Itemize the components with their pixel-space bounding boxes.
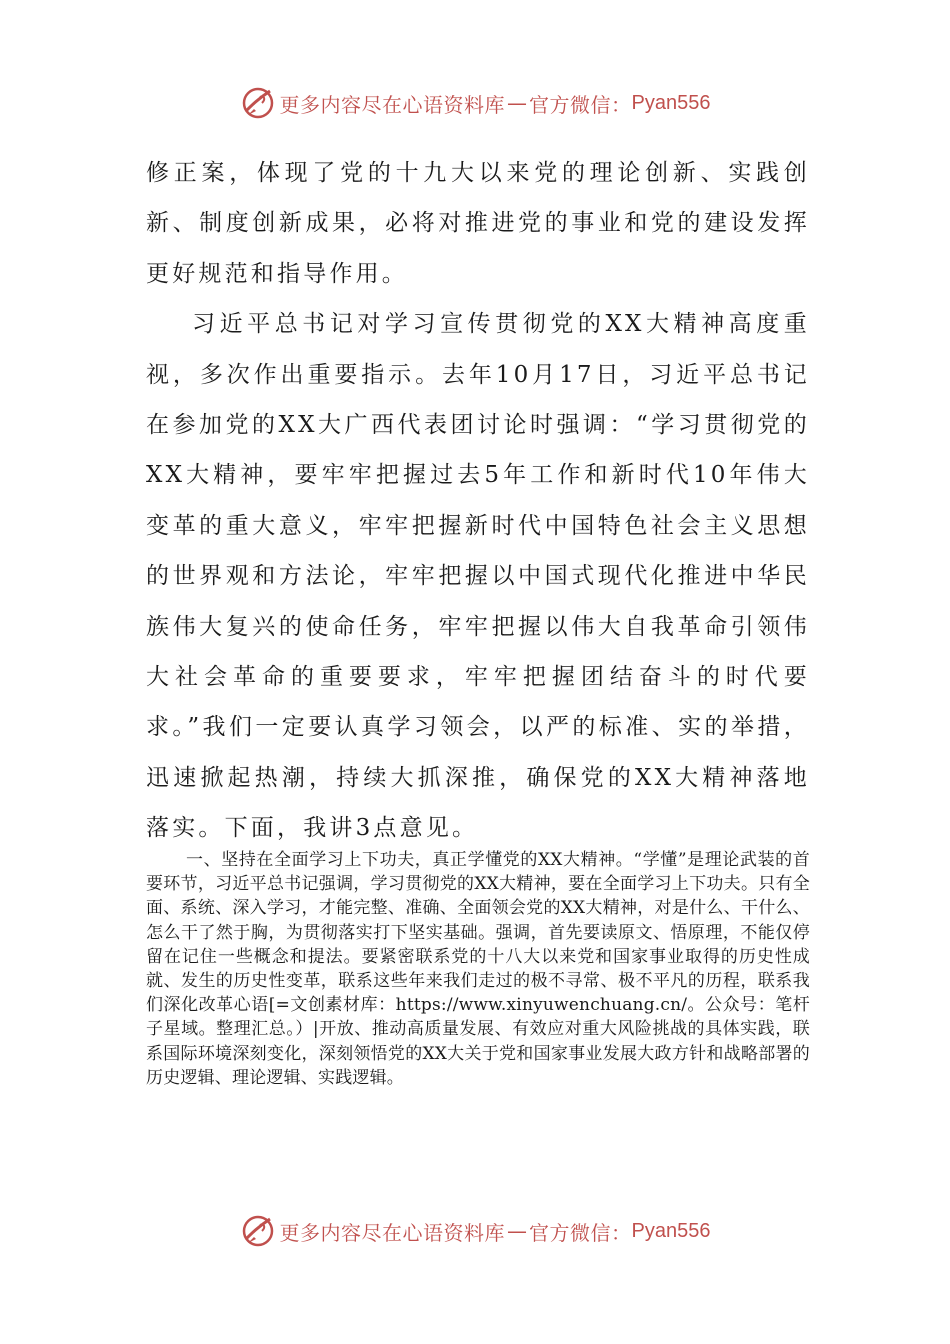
banner-dash: — [507,91,528,115]
banner-contact: 官方微信： [529,1220,632,1245]
header-banner [0,78,950,128]
paragraph-2: 习近平总书记对学习宣传贯彻党的XX大精神高度重视，多次作出重要指示。去年10月17日，习近平总书记在参加党的XX大广西代表团讨论时强调：“学习贯彻党的XX大精神，要牢牢把握过去5年工作和新时代10年伟大变革的重大意义，牢牢把握新时代中国特色社会主义思想的世界观和方法论，牢牢把握以中国式现代化推进中华民族伟大复兴的使命任务，牢牢把握以伟大自我革命引领伟大社会革命的重要要求，牢牢把握团结奋斗的时代要求。”我们一定要认真学习领会，以严的标准、实的举措，迅速掀起热潮，持续大抓深推，确保党的XX大精神落地落实。下面，我讲3点意见。 [146,311,810,842]
pen-logo-icon [240,1213,276,1249]
paragraph-1: 修正案，体现了党的十九大以来党的理论创新、实践创新、制度创新成果，必将对推进党的事业和党的建设发挥更好规范和指导作用。 [146,160,810,287]
banner-text: 更多内容尽在心语资料库 [279,1220,506,1245]
footer-banner [0,1206,950,1256]
banner-id: Pyan556 [631,1219,711,1242]
paragraph-3: 一、坚持在全面学习上下功夫，真正学懂党的XX大精神。“学懂”是理论武装的首要环节，习近平总书记强调，学习贯彻党的XX大精神，要在全面学习上下功夫。只有全面、系统、深入学习，才能完整、准确、全面领会党的XX大精神，对是什么、干什么、怎么干了然于胸，为贯彻落实打下坚实基础。强调，首先要读原文、悟原理，不能仅停留在记住一些概念和提法。要紧密联系党的十八大以来党和国家事业取得的历史性成就、发生的历史性变革，联系这些年来我们走过的极不寻常、极不平凡的历程，联系我们深化改革心语[=文创素材库：https://www.xinyuwenchuang.cn/。公众号：笔杆子星域。整理汇总。）|开放、推动高质量发展、有效应对重大风险挑战的具体实践，联系国际环境深刻变化，深刻领悟党的XX大关于党和国家事业发展大政方针和战略部署的历史逻辑、理论逻辑、实践逻辑。 [146,850,810,1088]
banner-text: 更多内容尽在心语资料库 [279,92,506,117]
banner-dash: — [507,1219,528,1243]
banner-id: Pyan556 [631,91,711,114]
banner-contact: 官方微信： [529,92,632,117]
pen-logo-icon [240,85,276,121]
section-body [146,848,810,1090]
main-body [146,148,810,854]
